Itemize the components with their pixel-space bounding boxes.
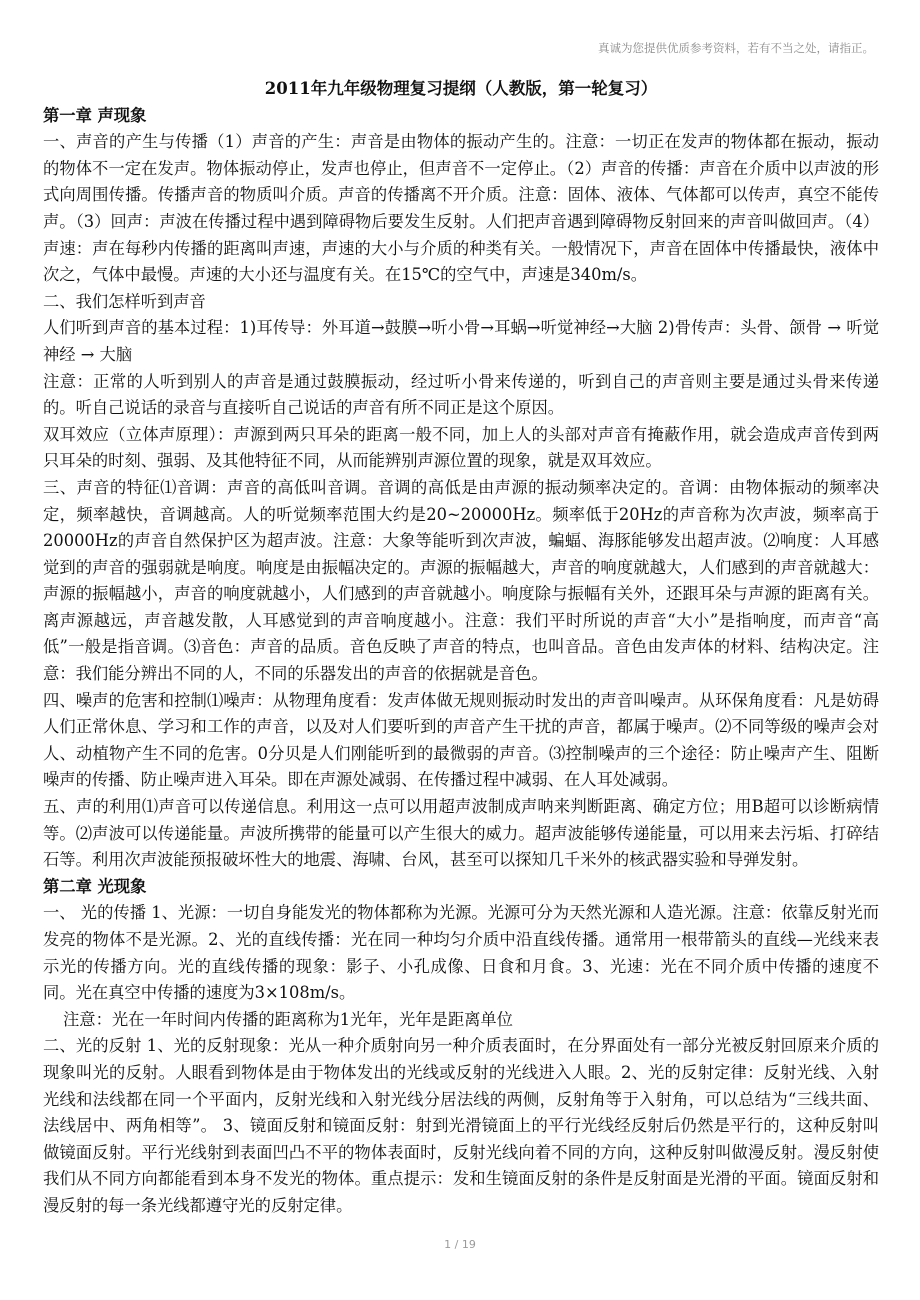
paragraph: 四、噪声的危害和控制⑴噪声：从物理角度看：发声体做无规则振动时发出的声音叫噪声。从环保角度看：凡是妨碍人们正常休息、学习和工作的声音，以及对人们要听到的声音产生干扰的声音，都属于噪声。⑵不同等级的噪声会对人、动植物产生不同的危害。0分贝是人们刚能听到的最微弱的声音。⑶控制噪声的三个途径：防止噪声产生、阻断噪声的传播、防止噪声进入耳朵。即在声源处减弱、在传播过程中减弱、在人耳处减弱。 (43, 690, 879, 790)
document-title: 2011年九年级物理复习提纲（人教版，第一轮复习） (264, 79, 658, 98)
header-note: 真诚为您提供优质参考资料，若有不当之处，请指正。 (598, 41, 874, 55)
paragraph: 五、声的利用⑴声音可以传递信息。利用这一点可以用超声波制成声呐来判断距离、确定方位；用B超可以诊断病情等。⑵声波可以传递能量。声波所携带的能量可以产生很大的威力。超声波能够传递能量，可以用来去污垢、打碎结石等。利用次声波能预报破坏性大的地震、海啸、台风，甚至可以探知几千米外的核武器实验和导弹发射。 (43, 797, 879, 870)
paragraph: 二、我们怎样听到声音 (43, 291, 206, 311)
document-body (43, 76, 879, 1220)
paragraph: 一、 光的传播 1、光源：一切自身能发光的物体都称为光源。光源可分为天然光源和人造光源。注意：依靠反射光而发亮的物体不是光源。2、光的直线传播：光在同一种均匀介质中沿直线传播。通常用一根带箭头的直线—光线来表示光的传播方向。光的直线传播的现象：影子、小孔成像、日食和月食。3、光速：光在不同介质中传播的速度不同。光在真空中传播的速度为3×108m/s。 (43, 903, 879, 1003)
paragraph: 注意：正常的人听到别人的声音是通过鼓膜振动，经过听小骨来传递的，听到自己的声音则主要是通过头骨来传递的。听自己说话的录音与直接听自己说话的声音有所不同正是这个原因。 (43, 371, 879, 418)
paragraph: 一、声音的产生与传播（1）声音的产生：声音是由物体的振动产生的。注意：一切正在发声的物体都在振动，振动的物体不一定在发声。物体振动停止，发声也停止，但声音不一定停止。（2）声音的传播：声音在介质中以声波的形式向周围传播。传播声音的物质叫介质。声音的传播离不开介质。注意：固体、液体、气体都可以传声，真空不能传声。（3）回声：声波在传播过程中遇到障碍物后要发生反射。人们把声音遇到障碍物反射回来的声音叫做回声。（4）声速：声在每秒内传播的距离叫声速，声速的大小与介质的种类有关。一般情况下，声音在固体中传播最快，液体中次之，气体中最慢。声速的大小还与温度有关。在15℃的空气中，声速是340m/s。 (43, 132, 879, 285)
chapter-2-heading: 第二章 光现象 (43, 876, 147, 896)
page-indicator: 1 / 19 (444, 1238, 476, 1251)
paragraph: 注意：光在一年时间内传播的距离称为1光年，光年是距离单位 (63, 1009, 513, 1029)
chapter-1-heading: 第一章 声现象 (43, 105, 147, 125)
paragraph: 双耳效应（立体声原理）：声源到两只耳朵的距离一般不同，加上人的头部对声音有掩蔽作用，就会造成声音传到两只耳朵的时刻、强弱、及其他特征不同，从而能辨别声源位置的现象，就是双耳效应。 (43, 424, 879, 471)
paragraph: 二、光的反射 1、光的反射现象：光从一种介质射向另一种介质表面时，在分界面处有一部分光被反射回原来介质的现象叫光的反射。人眼看到物体是由于物体发出的光线或反射的光线进入人眼。2、光的反射定律：反射光线、入射光线和法线都在同一个平面内，反射光线和入射光线分居法线的两侧，反射角等于入射角，可以总结为“三线共面、法线居中、两角相等”。 3、镜面反射和镜面反射：射到光滑镜面上的平行光线经反射后仍然是平行的，这种反射叫做镜面反射。平行光线射到表面凹凸不平的物体表面时，反射光线向着不同的方向，这种反射叫做漫反射。漫反射使我们从不同方向都能看到本身不发光的物体。重点提示：发和生镜面反射的条件是反射面是光滑的平面。镜面反射和漫反射的每一条光线都遵守光的反射定律。 (43, 1036, 879, 1215)
paragraph: 人们听到声音的基本过程：1)耳传导：外耳道→鼓膜→听小骨→耳蜗→听觉神经→大脑 2)骨传声：头骨、颌骨 → 听觉神经 → 大脑 (43, 318, 879, 364)
paragraph: 三、声音的特征⑴音调：声音的高低叫音调。音调的高低是由声源的振动频率决定的。音调：由物体振动的频率决定，频率越快，音调越高。人的听觉频率范围大约是20~20000Hz。频率低于20Hz的声音称为次声波，频率高于20000Hz的声音自然保护区为超声波。注意：大象等能听到次声波，蝙蝠、海豚能够发出超声波。⑵响度：人耳感觉到的声音的强弱就是响度。响度是由振幅决定的。声源的振幅越大，声音的响度就越大，人们感到的声音就越大：声源的振幅越小，声音的响度就越小，人们感到的声音就越小。响度除与振幅有关外，还跟耳朵与声源的距离有关。离声源越远，声音越发散，人耳感觉到的声音响度越小。注意：我们平时所说的声音“大小”是指响度，而声音“高低”一般是指音调。⑶音色：声音的品质。音色反映了声音的特点，也叫音品。音色由发声体的材料、结构决定。注意：我们能分辨出不同的人，不同的乐器发出的声音的依据就是音色。 (43, 477, 879, 684)
